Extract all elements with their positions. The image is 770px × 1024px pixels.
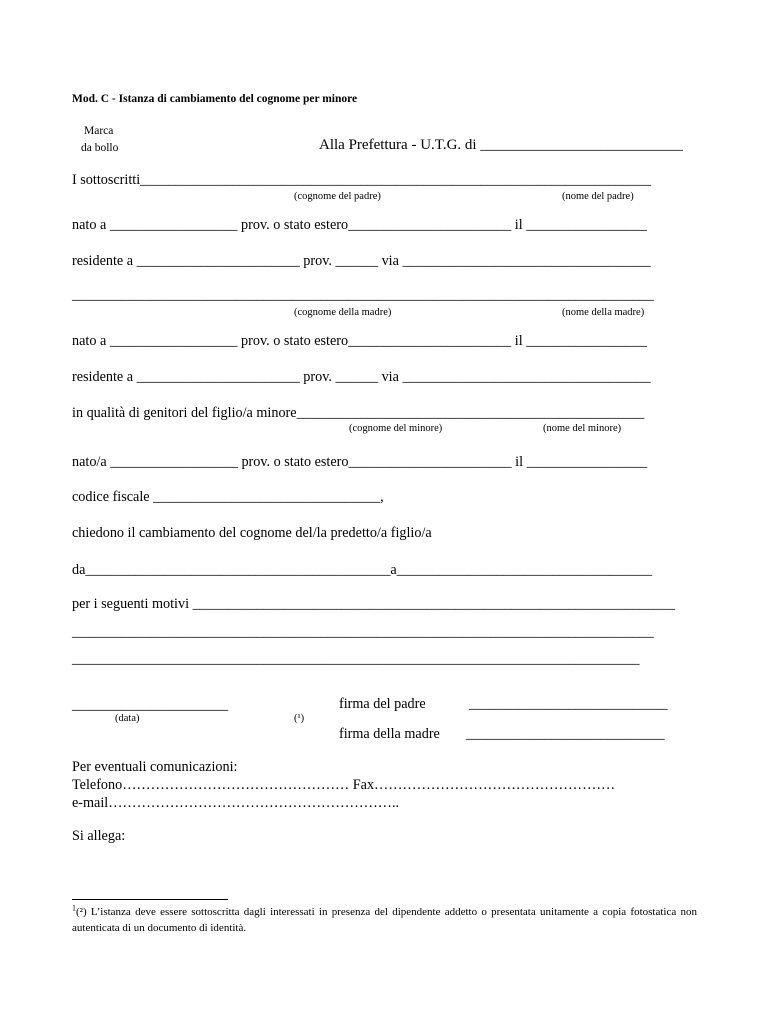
minor-line: in qualità di genitori del figlio/a minore_________________________________________________ (72, 405, 645, 421)
mother-name-line: __________________________________________________________________________________ (72, 287, 654, 303)
date-line: ______________________ (72, 697, 229, 713)
marca-label: Marca (84, 125, 114, 137)
mother-signature-label: firma della madre (339, 726, 440, 742)
codice-fiscale-line: codice fiscale ________________________________, (72, 489, 384, 505)
contacts-heading: Per eventuali comunicazioni: (72, 759, 238, 775)
father-signature-line: ____________________________ (469, 696, 668, 712)
da-bollo-label: da bollo (81, 142, 119, 154)
father-name-caption: (nome del padre) (562, 191, 634, 202)
date-caption: (data) (115, 713, 140, 724)
mother-signature-line: ____________________________ (466, 726, 665, 742)
mother-name-caption: (nome della madre) (562, 307, 645, 318)
father-residence-line: residente a _______________________ prov. ______ via ___________________________________ (72, 253, 651, 269)
sottoscritti-line: I sottoscritti________________________________________________________________________ (72, 172, 651, 188)
footnote-separator (72, 899, 228, 900)
minor-name-caption: (nome del minore) (543, 423, 622, 434)
reasons-line: per i seguenti motivi ____________________________________________________________________ (72, 596, 675, 612)
footnote-number: 1 (72, 903, 76, 913)
footnote-text: L’istanza deve essere sottoscritta dagli interessati in presenza del dipendente addetto o presentata unitamente a copia fotostatica non autenticata di un documento di identità. (72, 906, 697, 934)
form-title: Mod. C - Istanza di cambiamento del cognome per minore (72, 93, 358, 105)
phone-fax-line: Telefono………………………………………… Fax…………………………………………… (72, 777, 616, 793)
footnote-marker: (²) (76, 906, 87, 918)
footnote (72, 904, 697, 936)
mother-surname-caption: (cognome della madre) (294, 307, 392, 318)
minor-birth-line: nato/a __________________ prov. o stato estero_______________________ il _________________ (72, 454, 648, 470)
mother-residence-line: residente a _______________________ prov. ______ via ___________________________________ (72, 369, 651, 385)
email-line: e-mail…………………………………………………….. (72, 795, 400, 811)
minor-surname-caption: (cognome del minore) (349, 423, 443, 434)
footnote-reference: (¹) (294, 713, 305, 724)
father-signature-label: firma del padre (339, 696, 426, 712)
attachments-label: Si allega: (72, 828, 126, 844)
prefettura-line: Alla Prefettura - U.T.G. di ___________________________ (319, 137, 683, 153)
father-birth-line: nato a __________________ prov. o stato estero_______________________ il _________________ (72, 217, 647, 233)
mother-birth-line: nato a __________________ prov. o stato estero_______________________ il _________________ (72, 333, 647, 349)
reasons-extra-line-2: ________________________________________________________________________________ (72, 651, 640, 667)
surname-change-line: da___________________________________________a____________________________________ (72, 562, 653, 578)
reasons-extra-line-1: __________________________________________________________________________________ (72, 624, 654, 640)
request-statement: chiedono il cambiamento del cognome del/la predetto/a figlio/a (72, 525, 432, 541)
father-surname-caption: (cognome del padre) (294, 191, 381, 202)
